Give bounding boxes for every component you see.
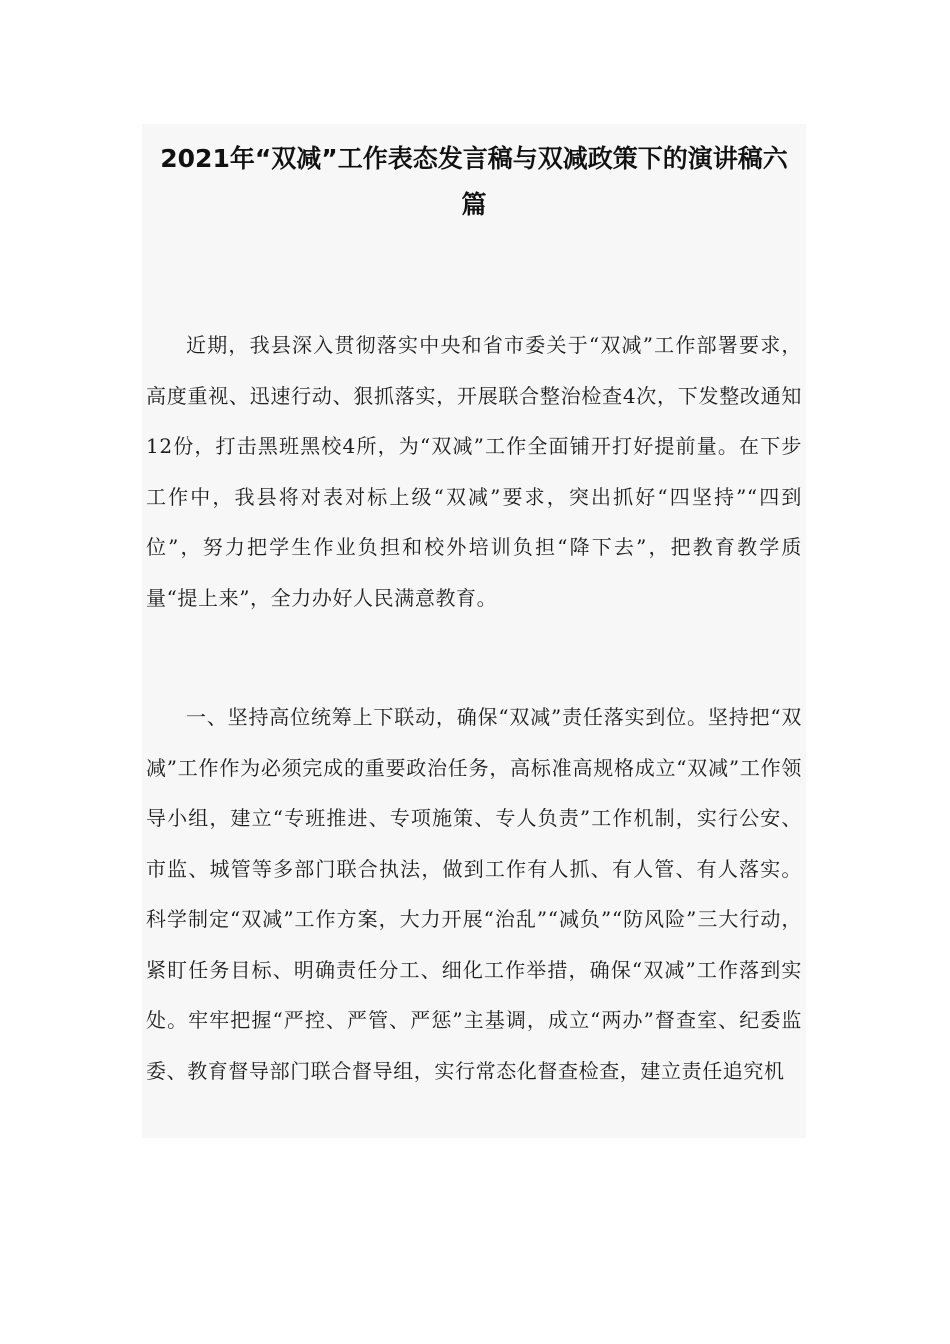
- document-title: 2021年“双减”工作表态发言稿与双减政策下的演讲稿六篇: [160, 144, 788, 219]
- paragraph-section-one: 一、坚持高位统筹上下联动，确保“双减”责任落实到位。坚持把“双减”工作作为必须完成的重要政治任务，高标准高规格成立“双减”工作领导小组，建立“专班推进、专项施策、专人负责”工作机制，实行公安、市监、城管等多部门联合执法，做到工作有人抓、有人管、有人落实。科学制定“双减”工作方案，大力开展“治乱”“减负”“防风险”三大行动，紧盯任务目标、明确责任分工、细化工作举措，确保“双减”工作落到实处。牢牢把握“严控、严管、严惩”主基调，成立“两办”督查室、纪委监委、教育督导部门联合督导组，实行常态化督查检查，建立责任追究机: [146, 705, 802, 1083]
- document-page: [142, 124, 806, 1138]
- paragraph-intro: 近期，我县深入贯彻落实中央和省市委关于“双减”工作部署要求，高度重视、迅速行动、狠抓落实，开展联合整治检查4次，下发整改通知12份，打击黑班黑校4所，为“双减”工作全面铺开打好提前量。在下步工作中，我县将对表对标上级“双减”要求，突出抓好“四坚持”“四到位”，努力把学生作业负担和校外培训负担“降下去”，把教育教学质量“提上来”，全力办好人民满意教育。: [146, 333, 802, 610]
